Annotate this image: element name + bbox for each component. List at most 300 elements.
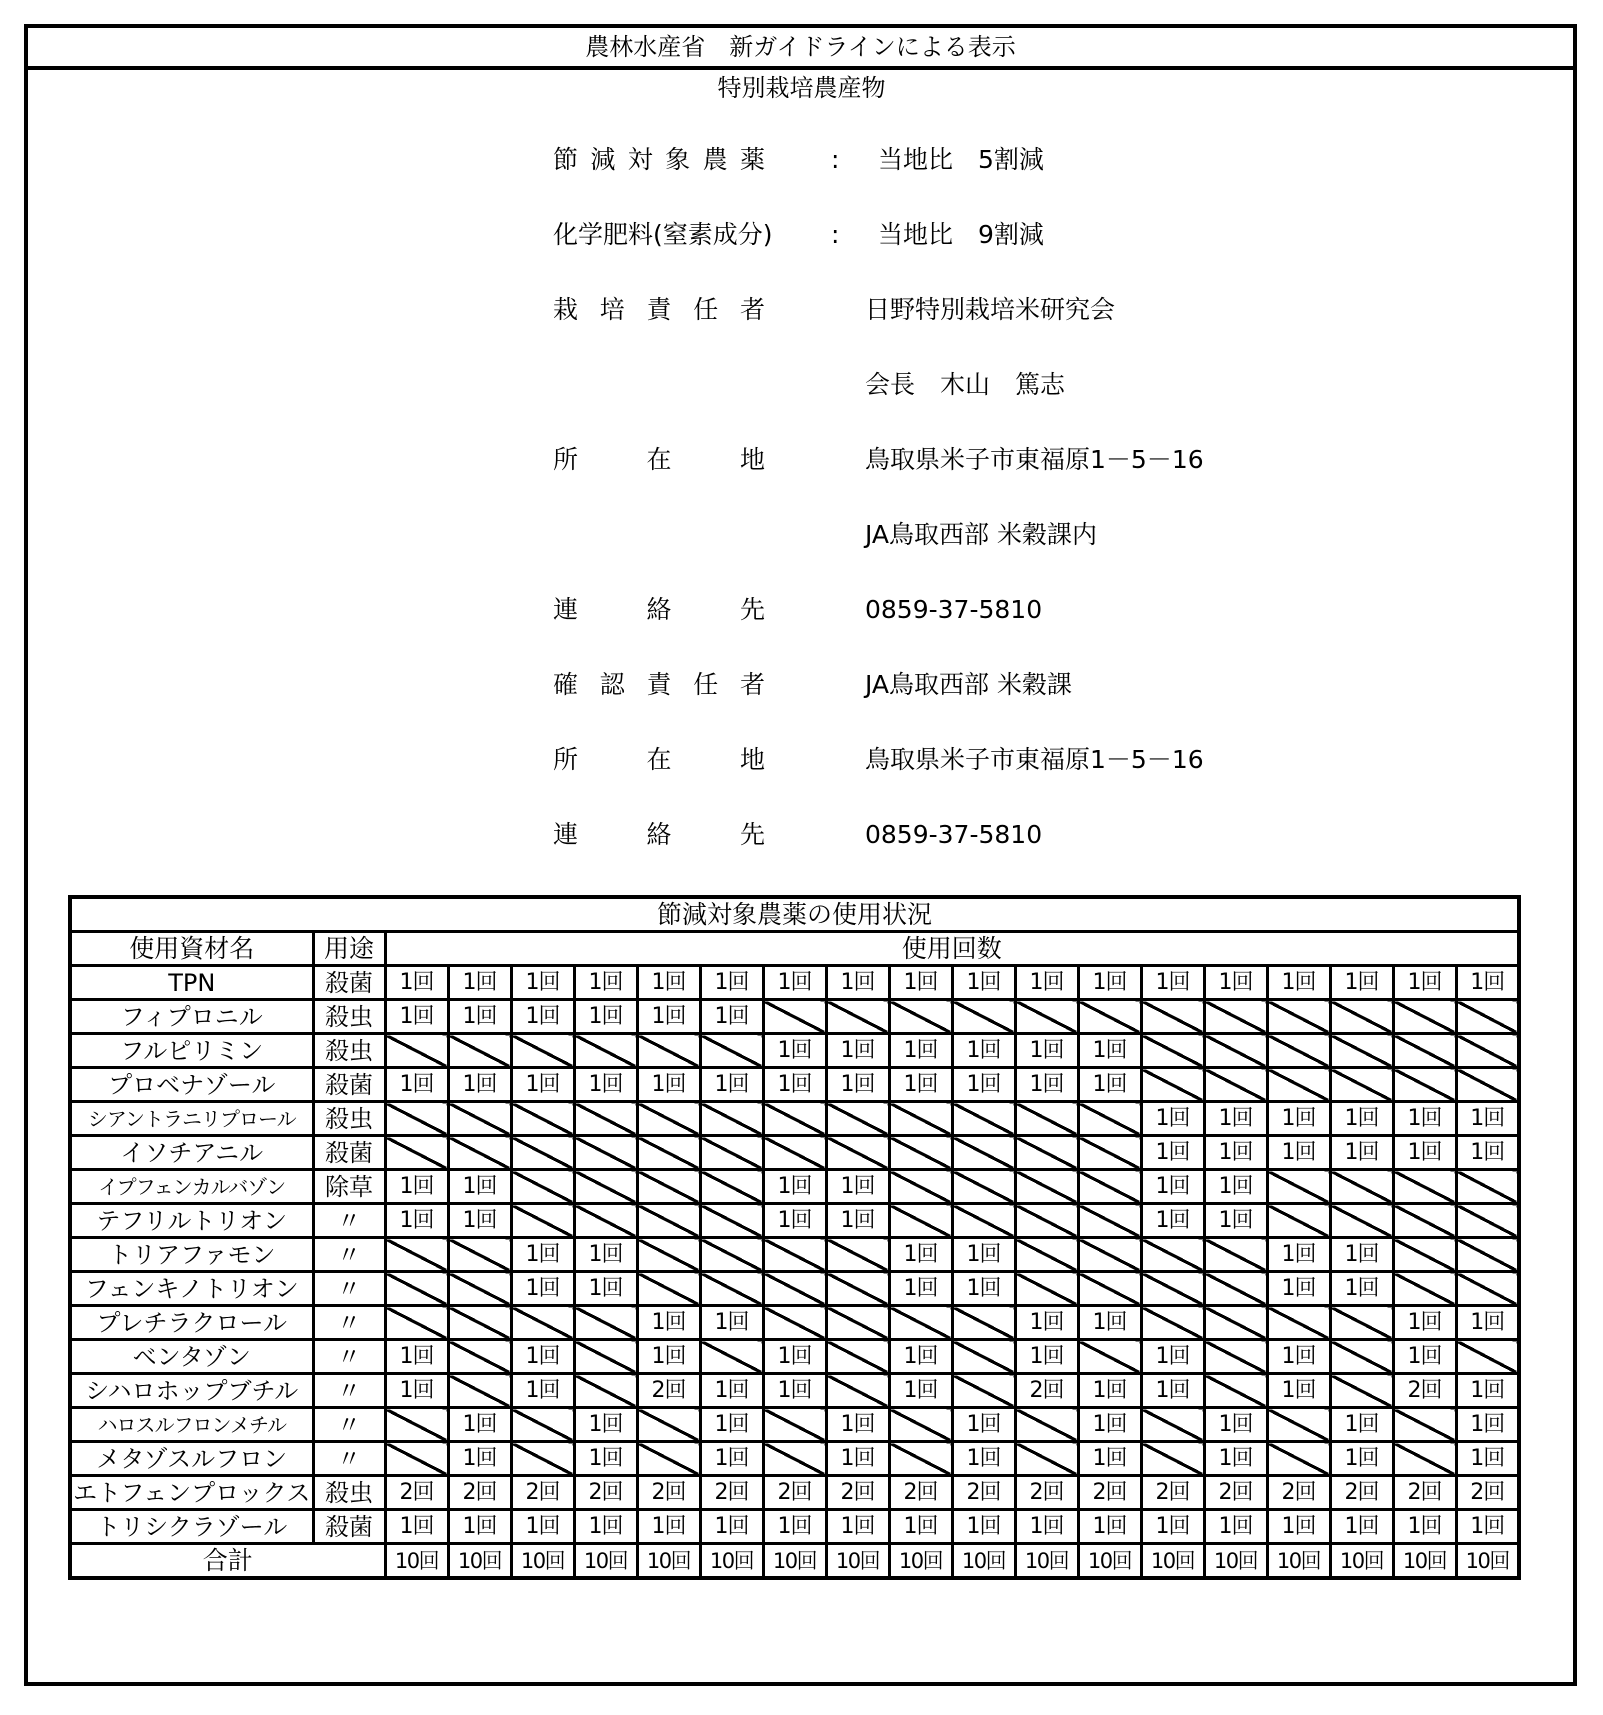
usage-count-cell: 1回 — [826, 1510, 889, 1544]
document-subtitle: 特別栽培農産物 — [717, 74, 886, 102]
unused-cell — [763, 1408, 826, 1442]
unused-cell — [574, 1340, 637, 1374]
table-row — [70, 1068, 1519, 1102]
usage-count-cell: 1回 — [574, 966, 637, 1000]
unused-cell — [763, 1238, 826, 1272]
usage-count-cell: 1回 — [574, 1068, 637, 1102]
unused-cell — [511, 1102, 574, 1136]
unused-cell — [448, 1306, 511, 1340]
table-row — [70, 1136, 1519, 1170]
usage-count-cell: 2回 — [700, 1476, 763, 1510]
usage-count-cell: 1回 — [385, 1374, 448, 1408]
usage-count-cell: 1回 — [952, 1034, 1015, 1068]
unused-cell — [511, 1170, 574, 1204]
usage-count-cell: 1回 — [889, 1510, 952, 1544]
unused-cell — [1141, 1408, 1204, 1442]
usage-count-cell: 1回 — [826, 1442, 889, 1476]
usage-count-cell: 2回 — [637, 1374, 700, 1408]
usage-count-cell: 1回 — [637, 1340, 700, 1374]
usage-count-cell: 1回 — [763, 1374, 826, 1408]
unused-cell — [1393, 1238, 1456, 1272]
info-row — [553, 515, 1353, 590]
unused-cell — [1393, 1272, 1456, 1306]
usage-count-cell: 2回 — [826, 1476, 889, 1510]
usage-count-cell: 1回 — [700, 1000, 763, 1034]
unused-cell — [952, 1374, 1015, 1408]
unused-cell — [1015, 1170, 1078, 1204]
pesticide-purpose: 殺菌 — [313, 1510, 385, 1544]
usage-count-cell: 1回 — [952, 966, 1015, 1000]
usage-count-cell: 1回 — [574, 1272, 637, 1306]
total-count-cell: 10回 — [448, 1544, 511, 1579]
usage-count-cell: 2回 — [511, 1476, 574, 1510]
usage-count-cell: 1回 — [448, 1000, 511, 1034]
usage-count-cell: 1回 — [1015, 1068, 1078, 1102]
usage-count-cell: 1回 — [952, 1068, 1015, 1102]
unused-cell — [1015, 1204, 1078, 1238]
pesticide-purpose: 殺菌 — [313, 966, 385, 1000]
pesticide-purpose: 〃 — [313, 1272, 385, 1306]
info-label: 確 認 責 任 者 — [553, 670, 765, 699]
usage-count-cell: 2回 — [637, 1476, 700, 1510]
unused-cell — [952, 1170, 1015, 1204]
usage-count-cell: 1回 — [1330, 1238, 1393, 1272]
usage-count-cell: 1回 — [448, 1170, 511, 1204]
unused-cell — [511, 1136, 574, 1170]
info-row — [553, 140, 1353, 215]
info-label: 所 在 地 — [553, 445, 765, 474]
total-count-cell: 10回 — [826, 1544, 889, 1579]
unused-cell — [700, 1102, 763, 1136]
total-count-cell: 10回 — [1267, 1544, 1330, 1579]
pesticide-name: プレチラクロール — [70, 1306, 313, 1340]
unused-cell — [448, 1272, 511, 1306]
usage-count-cell: 1回 — [1330, 1408, 1393, 1442]
usage-count-cell: 1回 — [637, 1068, 700, 1102]
unused-cell — [763, 1102, 826, 1136]
usage-count-cell: 1回 — [826, 1034, 889, 1068]
unused-cell — [448, 1102, 511, 1136]
info-row — [553, 365, 1353, 440]
info-colon: : — [831, 220, 840, 249]
usage-count-cell: 1回 — [1015, 1510, 1078, 1544]
table-row — [70, 1442, 1519, 1476]
total-count-cell: 10回 — [763, 1544, 826, 1579]
unused-cell — [1456, 1068, 1519, 1102]
unused-cell — [1393, 1442, 1456, 1476]
pesticide-name: TPN — [70, 966, 313, 1000]
info-value: 鳥取県米子市東福原1－5－16 — [865, 445, 1204, 474]
usage-count-cell: 1回 — [889, 1068, 952, 1102]
pesticide-name: ベンタゾン — [70, 1340, 313, 1374]
usage-count-cell: 1回 — [1456, 1374, 1519, 1408]
info-row — [553, 665, 1353, 740]
pesticide-name: テフリルトリオン — [70, 1204, 313, 1238]
usage-count-cell: 1回 — [700, 1374, 763, 1408]
usage-count-cell: 1回 — [511, 1510, 574, 1544]
unused-cell — [889, 1442, 952, 1476]
unused-cell — [1393, 1170, 1456, 1204]
info-label: 連 絡 先 — [553, 820, 765, 849]
usage-count-cell: 1回 — [511, 1272, 574, 1306]
table-row — [70, 1374, 1519, 1408]
unused-cell — [574, 1204, 637, 1238]
unused-cell — [1456, 1204, 1519, 1238]
column-header-name: 使用資材名 — [70, 932, 313, 966]
usage-count-cell: 1回 — [826, 1408, 889, 1442]
unused-cell — [385, 1442, 448, 1476]
usage-count-cell: 1回 — [889, 966, 952, 1000]
total-count-cell: 10回 — [1456, 1544, 1519, 1579]
usage-count-cell: 1回 — [1078, 1408, 1141, 1442]
usage-count-cell: 1回 — [763, 1510, 826, 1544]
unused-cell — [763, 1136, 826, 1170]
usage-count-cell: 1回 — [1078, 1374, 1141, 1408]
usage-count-cell: 1回 — [952, 1238, 1015, 1272]
pesticide-purpose: 殺菌 — [313, 1136, 385, 1170]
pesticide-purpose: 殺菌 — [313, 1068, 385, 1102]
unused-cell — [1015, 1000, 1078, 1034]
usage-count-cell: 1回 — [1456, 966, 1519, 1000]
usage-count-cell: 1回 — [1141, 1374, 1204, 1408]
usage-count-cell: 2回 — [448, 1476, 511, 1510]
pesticide-name: エトフェンプロックス — [70, 1476, 313, 1510]
unused-cell — [1078, 1170, 1141, 1204]
usage-count-cell: 1回 — [952, 1510, 1015, 1544]
usage-count-cell: 1回 — [1204, 1408, 1267, 1442]
unused-cell — [1141, 1442, 1204, 1476]
usage-count-cell: 1回 — [385, 1510, 448, 1544]
usage-count-cell: 1回 — [385, 1340, 448, 1374]
info-label: 節 減 対 象 農 薬 — [553, 145, 765, 174]
pesticide-name: シハロホップブチル — [70, 1374, 313, 1408]
unused-cell — [1015, 1102, 1078, 1136]
unused-cell — [574, 1306, 637, 1340]
column-header-counts: 使用回数 — [385, 932, 1519, 966]
usage-count-cell: 1回 — [952, 1408, 1015, 1442]
total-count-cell: 10回 — [1204, 1544, 1267, 1579]
usage-count-cell: 1回 — [763, 1204, 826, 1238]
unused-cell — [1267, 1034, 1330, 1068]
column-header-purpose: 用途 — [313, 932, 385, 966]
usage-count-cell: 1回 — [385, 966, 448, 1000]
unused-cell — [385, 1102, 448, 1136]
unused-cell — [385, 1272, 448, 1306]
usage-count-cell: 1回 — [511, 1068, 574, 1102]
table-row — [70, 1102, 1519, 1136]
unused-cell — [511, 1408, 574, 1442]
unused-cell — [1078, 1272, 1141, 1306]
unused-cell — [1204, 1068, 1267, 1102]
unused-cell — [448, 1374, 511, 1408]
usage-count-cell: 1回 — [1456, 1408, 1519, 1442]
usage-count-cell: 1回 — [1204, 1136, 1267, 1170]
total-count-cell: 10回 — [889, 1544, 952, 1579]
usage-count-cell: 2回 — [1204, 1476, 1267, 1510]
unused-cell — [952, 1306, 1015, 1340]
table-total-row — [70, 1544, 1519, 1579]
unused-cell — [1204, 1306, 1267, 1340]
usage-count-cell: 1回 — [1393, 1510, 1456, 1544]
usage-count-cell: 1回 — [385, 1170, 448, 1204]
usage-count-cell: 1回 — [448, 1442, 511, 1476]
unused-cell — [385, 1238, 448, 1272]
usage-count-cell: 1回 — [1393, 1136, 1456, 1170]
unused-cell — [1330, 1374, 1393, 1408]
unused-cell — [574, 1102, 637, 1136]
unused-cell — [1141, 1306, 1204, 1340]
unused-cell — [1456, 1272, 1519, 1306]
total-count-cell: 10回 — [1330, 1544, 1393, 1579]
unused-cell — [1078, 1238, 1141, 1272]
usage-count-cell: 1回 — [1456, 1102, 1519, 1136]
unused-cell — [1456, 1238, 1519, 1272]
usage-count-cell: 1回 — [1078, 1068, 1141, 1102]
usage-count-cell: 1回 — [1141, 1340, 1204, 1374]
table-row — [70, 1204, 1519, 1238]
usage-count-cell: 1回 — [1015, 1034, 1078, 1068]
table-row — [70, 1476, 1519, 1510]
total-label: 合計 — [70, 1544, 385, 1579]
unused-cell — [1204, 1374, 1267, 1408]
usage-count-cell: 1回 — [1204, 966, 1267, 1000]
usage-count-cell: 1回 — [448, 1068, 511, 1102]
usage-count-cell: 1回 — [826, 966, 889, 1000]
usage-count-cell: 1回 — [1204, 1510, 1267, 1544]
info-label: 所 在 地 — [553, 745, 765, 774]
usage-count-cell: 1回 — [1141, 1204, 1204, 1238]
info-row — [553, 290, 1353, 365]
unused-cell — [763, 1306, 826, 1340]
table-row — [70, 1408, 1519, 1442]
usage-count-cell: 1回 — [448, 1204, 511, 1238]
pesticide-name: シアントラニリプロール — [70, 1102, 313, 1136]
usage-count-cell: 1回 — [1330, 966, 1393, 1000]
usage-count-cell: 1回 — [511, 966, 574, 1000]
usage-count-cell: 1回 — [1078, 1442, 1141, 1476]
unused-cell — [700, 1238, 763, 1272]
pesticide-name: フルピリミン — [70, 1034, 313, 1068]
usage-count-cell: 1回 — [889, 1272, 952, 1306]
table-row — [70, 1306, 1519, 1340]
usage-count-cell: 1回 — [1141, 1102, 1204, 1136]
usage-count-cell: 1回 — [763, 1170, 826, 1204]
unused-cell — [385, 1306, 448, 1340]
pesticide-purpose: 〃 — [313, 1408, 385, 1442]
unused-cell — [511, 1034, 574, 1068]
unused-cell — [385, 1136, 448, 1170]
unused-cell — [1393, 1068, 1456, 1102]
unused-cell — [889, 1204, 952, 1238]
usage-count-cell: 1回 — [700, 1442, 763, 1476]
unused-cell — [1015, 1272, 1078, 1306]
pesticide-purpose: 〃 — [313, 1306, 385, 1340]
info-row — [553, 590, 1353, 665]
unused-cell — [511, 1442, 574, 1476]
pesticide-name: トリアファモン — [70, 1238, 313, 1272]
usage-count-cell: 1回 — [511, 1000, 574, 1034]
usage-count-cell: 1回 — [952, 1272, 1015, 1306]
unused-cell — [889, 1102, 952, 1136]
usage-count-cell: 1回 — [1078, 966, 1141, 1000]
total-count-cell: 10回 — [1015, 1544, 1078, 1579]
usage-count-cell: 1回 — [1393, 1340, 1456, 1374]
unused-cell — [889, 1170, 952, 1204]
total-count-cell: 10回 — [1078, 1544, 1141, 1579]
table-header-row — [70, 932, 1519, 966]
usage-count-cell: 1回 — [763, 1034, 826, 1068]
info-value: JA鳥取西部 米穀課内 — [865, 520, 1097, 549]
unused-cell — [889, 1136, 952, 1170]
unused-cell — [700, 1034, 763, 1068]
usage-count-cell: 1回 — [448, 966, 511, 1000]
usage-count-cell: 1回 — [1015, 1340, 1078, 1374]
unused-cell — [1267, 1170, 1330, 1204]
usage-count-cell: 1回 — [574, 1408, 637, 1442]
pesticide-name: フィプロニル — [70, 1000, 313, 1034]
unused-cell — [1330, 1000, 1393, 1034]
unused-cell — [1330, 1034, 1393, 1068]
unused-cell — [1141, 1034, 1204, 1068]
unused-cell — [826, 1340, 889, 1374]
unused-cell — [952, 1136, 1015, 1170]
unused-cell — [1204, 1340, 1267, 1374]
info-value: 0859-37-5810 — [865, 595, 1043, 624]
unused-cell — [763, 1272, 826, 1306]
usage-count-cell: 1回 — [1267, 1340, 1330, 1374]
unused-cell — [1015, 1408, 1078, 1442]
unused-cell — [1456, 1000, 1519, 1034]
usage-count-cell: 1回 — [574, 1510, 637, 1544]
unused-cell — [826, 1238, 889, 1272]
cultivation-info — [553, 140, 1353, 890]
unused-cell — [448, 1238, 511, 1272]
usage-count-cell: 1回 — [637, 1000, 700, 1034]
usage-count-cell: 1回 — [574, 1238, 637, 1272]
unused-cell — [1267, 1204, 1330, 1238]
unused-cell — [952, 1340, 1015, 1374]
usage-count-cell: 1回 — [1267, 1374, 1330, 1408]
table-row — [70, 1272, 1519, 1306]
usage-count-cell: 1回 — [1456, 1442, 1519, 1476]
usage-count-cell: 1回 — [637, 1306, 700, 1340]
usage-count-cell: 1回 — [385, 1000, 448, 1034]
unused-cell — [700, 1136, 763, 1170]
unused-cell — [1141, 1272, 1204, 1306]
unused-cell — [637, 1442, 700, 1476]
unused-cell — [700, 1272, 763, 1306]
unused-cell — [700, 1170, 763, 1204]
usage-count-cell: 2回 — [1330, 1476, 1393, 1510]
usage-count-cell: 1回 — [637, 966, 700, 1000]
usage-count-cell: 1回 — [1330, 1272, 1393, 1306]
table-row — [70, 1340, 1519, 1374]
usage-count-cell: 2回 — [1393, 1374, 1456, 1408]
total-count-cell: 10回 — [511, 1544, 574, 1579]
unused-cell — [1267, 1000, 1330, 1034]
unused-cell — [385, 1034, 448, 1068]
total-count-cell: 10回 — [574, 1544, 637, 1579]
usage-count-cell: 1回 — [763, 1068, 826, 1102]
unused-cell — [826, 1374, 889, 1408]
usage-count-cell: 1回 — [826, 1068, 889, 1102]
total-count-cell: 10回 — [385, 1544, 448, 1579]
usage-count-cell: 1回 — [1078, 1034, 1141, 1068]
pesticide-purpose: 殺虫 — [313, 1000, 385, 1034]
unused-cell — [1015, 1238, 1078, 1272]
pesticide-name: ハロスルフロンメチル — [70, 1408, 313, 1442]
info-row — [553, 215, 1353, 290]
unused-cell — [637, 1272, 700, 1306]
unused-cell — [637, 1170, 700, 1204]
usage-count-cell: 1回 — [889, 1340, 952, 1374]
pesticide-purpose: 〃 — [313, 1374, 385, 1408]
usage-count-cell: 1回 — [1267, 966, 1330, 1000]
unused-cell — [511, 1306, 574, 1340]
unused-cell — [637, 1136, 700, 1170]
usage-count-cell: 1回 — [700, 1068, 763, 1102]
pesticide-purpose: 除草 — [313, 1170, 385, 1204]
info-label: 栽 培 責 任 者 — [553, 295, 765, 324]
usage-count-cell: 1回 — [385, 1068, 448, 1102]
pesticide-name: イソチアニル — [70, 1136, 313, 1170]
usage-count-cell: 1回 — [826, 1204, 889, 1238]
info-value: 当地比 5割減 — [878, 145, 1044, 174]
pesticide-purpose: 〃 — [313, 1204, 385, 1238]
table-row — [70, 1238, 1519, 1272]
unused-cell — [1015, 1136, 1078, 1170]
frame-title: 農林水産省 新ガイドラインによる表示 — [28, 28, 1573, 70]
usage-count-cell: 2回 — [1456, 1476, 1519, 1510]
usage-count-cell: 1回 — [1078, 1306, 1141, 1340]
unused-cell — [763, 1000, 826, 1034]
unused-cell — [637, 1034, 700, 1068]
unused-cell — [889, 1408, 952, 1442]
usage-count-cell: 1回 — [1456, 1306, 1519, 1340]
unused-cell — [1078, 1340, 1141, 1374]
unused-cell — [1393, 1408, 1456, 1442]
unused-cell — [448, 1340, 511, 1374]
usage-count-cell: 1回 — [1204, 1204, 1267, 1238]
unused-cell — [763, 1442, 826, 1476]
unused-cell — [889, 1306, 952, 1340]
usage-count-cell: 1回 — [889, 1238, 952, 1272]
pesticide-purpose: 〃 — [313, 1238, 385, 1272]
unused-cell — [1267, 1306, 1330, 1340]
usage-count-cell: 1回 — [1330, 1442, 1393, 1476]
pesticide-purpose: 殺虫 — [313, 1476, 385, 1510]
pesticide-name: フェンキノトリオン — [70, 1272, 313, 1306]
unused-cell — [1078, 1000, 1141, 1034]
unused-cell — [700, 1204, 763, 1238]
usage-count-cell: 2回 — [889, 1476, 952, 1510]
usage-count-cell: 1回 — [1204, 1442, 1267, 1476]
unused-cell — [1393, 1000, 1456, 1034]
unused-cell — [1141, 1068, 1204, 1102]
info-value: JA鳥取西部 米穀課 — [865, 670, 1072, 699]
usage-count-cell: 2回 — [1015, 1476, 1078, 1510]
unused-cell — [1078, 1102, 1141, 1136]
unused-cell — [1330, 1068, 1393, 1102]
usage-count-cell: 2回 — [1141, 1476, 1204, 1510]
usage-count-cell: 1回 — [700, 1408, 763, 1442]
usage-count-cell: 1回 — [1267, 1136, 1330, 1170]
unused-cell — [1330, 1204, 1393, 1238]
usage-count-cell: 1回 — [826, 1170, 889, 1204]
pesticide-name: メタゾスルフロン — [70, 1442, 313, 1476]
info-row — [553, 740, 1353, 815]
usage-count-cell: 1回 — [1078, 1510, 1141, 1544]
